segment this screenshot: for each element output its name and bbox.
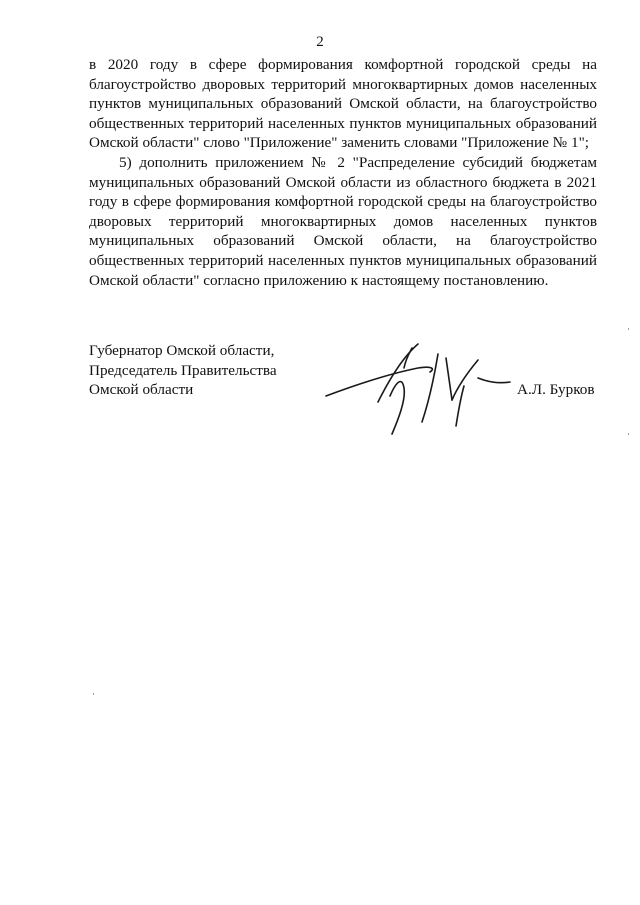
text-line: пунктов муниципальных образований Омской области, на благоустройство — [89, 212, 597, 250]
signatory-title-line: Председатель Правительства — [89, 361, 277, 379]
scan-speck — [628, 433, 629, 435]
document-body — [89, 55, 597, 290]
scan-speck — [628, 328, 629, 330]
paragraph-item-5 — [89, 153, 597, 290]
text-line: муниципальных образований Омской области из областного бюджета — [89, 173, 550, 191]
text-line: "Приложение № 1"; — [461, 134, 589, 152]
signatory-title — [89, 341, 277, 400]
paragraph-continuation — [89, 55, 597, 153]
text-line: благоустройство дворовых территорий многоквартирных домов населенных — [89, 75, 597, 93]
text-line: 5) дополнить приложением № 2 "Распределение субсидий бюджетам — [119, 153, 597, 171]
handwritten-signature — [318, 338, 518, 438]
text-line: постановлению. — [443, 271, 549, 289]
scan-speck — [93, 693, 94, 695]
text-line: в 2021 году в сфере формирования комфортной городской среды на — [89, 173, 598, 211]
text-line: пунктов муниципальных образований Омской области, на благоустройство — [89, 95, 597, 113]
signatory-name: А.Л. Бурков — [517, 381, 595, 398]
text-line: в 2020 году в сфере формирования комфортной городской среды на — [89, 56, 597, 73]
text-line: образований Омской области" согласно приложению к настоящему — [89, 251, 598, 289]
signatory-title-line: Омской области — [89, 381, 194, 399]
text-line: общественных территорий населенных пунктов муниципальных — [89, 251, 512, 269]
signatory-title-line: Губернатор Омской области, — [89, 342, 275, 359]
text-line: образований Омской области" слово "Приложение" заменить словами — [89, 114, 598, 152]
text-line: общественных территорий населенных пунктов муниципальных — [89, 114, 512, 132]
page-number: 2 — [316, 34, 324, 50]
text-line: благоустройство дворовых территорий многоквартирных домов населенных — [89, 193, 597, 230]
